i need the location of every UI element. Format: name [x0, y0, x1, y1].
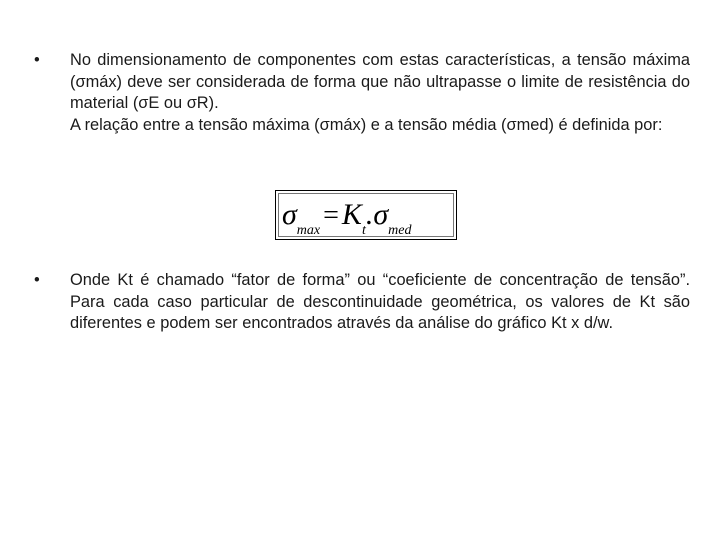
- bullet-marker: •: [34, 51, 40, 69]
- sigma-max-symbol: σ: [282, 198, 297, 231]
- bullet-item: [34, 50, 690, 136]
- bullet-item: [34, 270, 690, 335]
- stress-concentration-formula: [282, 195, 452, 237]
- bullet-text: [70, 50, 690, 136]
- formula-image: [275, 190, 457, 240]
- paragraph: A relação entre a tensão máxima (σmáx) e a tensão média (σmed) é definida por:: [70, 115, 663, 134]
- kt-subscript: t: [361, 223, 366, 238]
- paragraph: No dimensionamento de componentes com estas características, a tensão máxima (σmáx) deve ser considerada de forma que não ultrapasse o limite de resistência do material (σE ou σR).: [70, 51, 690, 113]
- multiply-dot: .: [365, 198, 374, 231]
- sigma-max-subscript: max: [296, 223, 321, 238]
- kt-symbol: K: [341, 198, 362, 231]
- equals-sign: =: [323, 200, 339, 231]
- paragraph: Onde Kt é chamado “fator de forma” ou “coeficiente de concentração de tensão”. Para cada caso particular de descontinuidade geométrica, os valores de Kt são diferentes e podem ser encontrados através da análise do gráfico Kt x d/w.: [70, 271, 690, 333]
- bullet-text: [70, 270, 690, 335]
- sigma-med-symbol: σ: [373, 198, 389, 231]
- bullet-marker: •: [34, 271, 40, 289]
- sigma-med-subscript: med: [388, 223, 412, 238]
